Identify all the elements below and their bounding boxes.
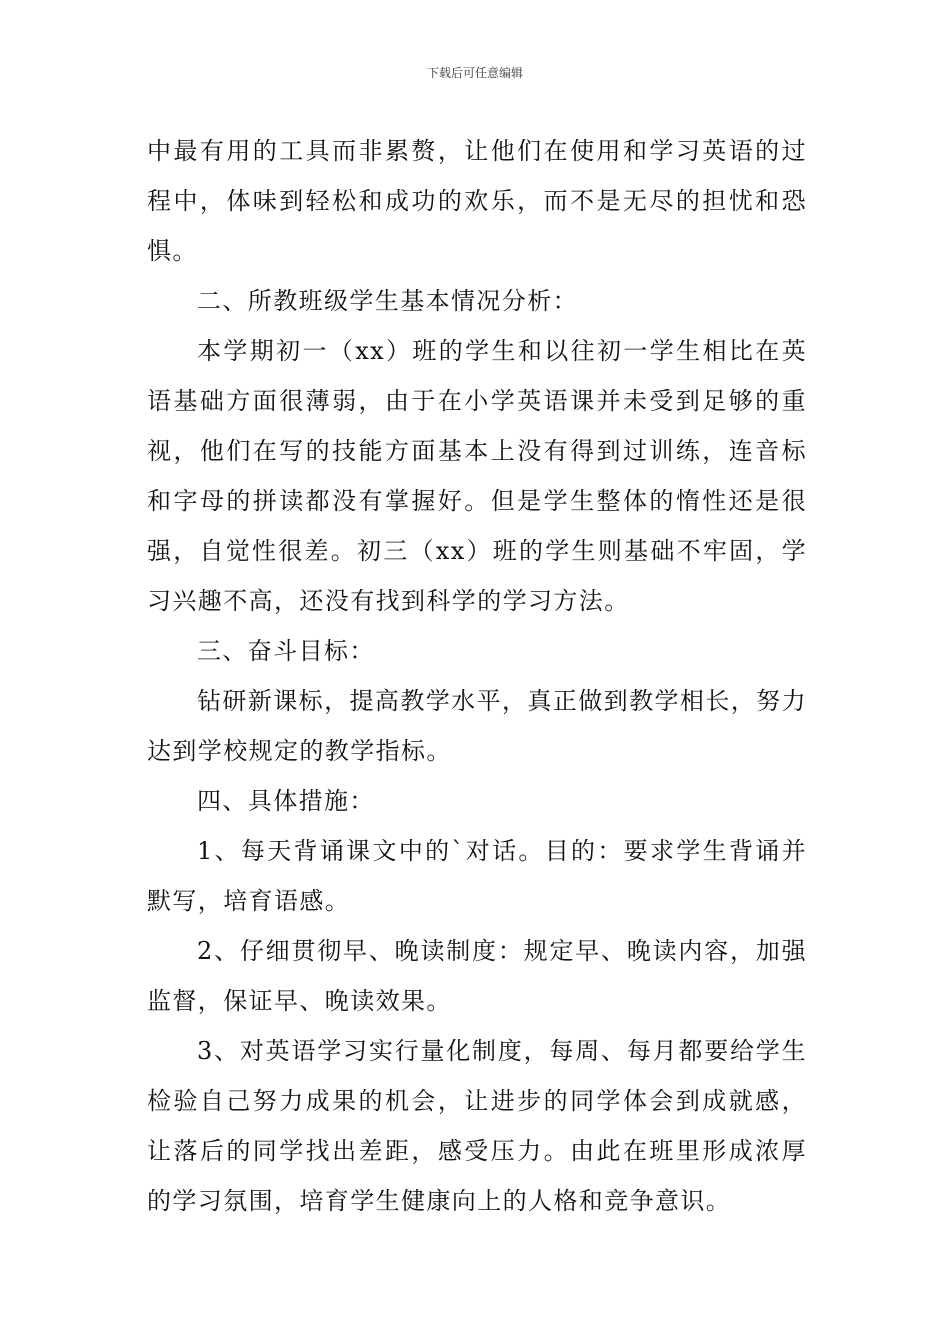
section-heading-measures: 四、具体措施： [197, 787, 375, 815]
measure-item-1: 1、每天背诵课文中的`对话。目的：要求学生背诵并默写，培育语感。 [147, 837, 807, 915]
page-header-note: 下载后可任意编辑 [426, 66, 523, 80]
measure-item-2: 2、仔细贯彻早、晚读制度：规定早、晚读内容，加强监督，保证早、晚读效果。 [147, 937, 807, 1015]
section-heading-goals: 三、奋斗目标： [197, 637, 375, 665]
paragraph-goals: 钻研新课标，提高教学水平，真正做到教学相长，努力达到学校规定的教学指标。 [147, 687, 807, 765]
paragraph-continuation: 中最有用的工具而非累赘，让他们在使用和学习英语的过程中，体味到轻松和成功的欢乐，而不是无尽的担忧和恐惧。 [147, 137, 807, 265]
section-heading-student-analysis: 二、所教班级学生基本情况分析： [197, 287, 578, 315]
measure-item-3: 3、对英语学习实行量化制度，每周、每月都要给学生检验自己努力成果的机会，让进步的同学体会到成就感，让落后的同学找出差距，感受压力。由此在班里形成浓厚的学习氛围，培育学生健康向上的人格和竞争意识。 [147, 1037, 807, 1215]
paragraph-student-analysis: 本学期初一（xx）班的学生和以往初一学生相比在英语基础方面很薄弱，由于在小学英语课并未受到足够的重视，他们在写的技能方面基本上没有得到过训练，连音标和字母的拼读都没有掌握好。但是学生整体的惰性还是很强，自觉性很差。初三（xx）班的学生则基础不牢固，学习兴趣不高，还没有找到科学的学习方法。 [147, 337, 807, 615]
document-body [147, 126, 807, 1226]
